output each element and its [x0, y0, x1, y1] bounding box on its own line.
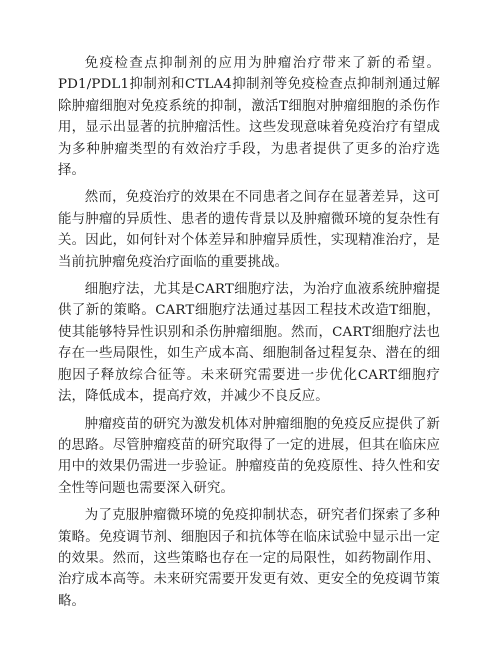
paragraph-checkpoint-inhibitors: 免疫检查点抑制剂的应用为肿瘤治疗带来了新的希望。PD1/PDL1抑制剂和CTLA4抑制剂等免疫检查点抑制剂通过解除肿瘤细胞对免疫系统的抑制，激活T细胞对肿瘤细胞的杀伤作用，显示出显著的抗肿瘤活性。这些发现意味着免疫治疗有望成为多种肿瘤类型的有效治疗手段，为患者提供了更多的治疗选择。 — [58, 56, 440, 179]
paragraph-cart-therapy: 细胞疗法，尤其是CART细胞疗法，为治疗血液系统肿瘤提供了新的策略。CART细胞疗法通过基因工程技术改造T细胞，使其能够特异性识别和杀伤肿瘤细胞。然而，CART细胞疗法也存在一些局限性，如生产成本高、细胞制备过程复杂、潜在的细胞因子释放综合征等。未来研究需要进一步优化CART细胞疗法，降低成本，提高疗效，并减少不良反应。 — [58, 282, 440, 405]
paragraph-individual-differences: 然而，免疫治疗的效果在不同患者之间存在显著差异，这可能与肿瘤的异质性、患者的遗传背景以及肿瘤微环境的复杂性有关。因此，如何针对个体差异和肿瘤异质性，实现精准治疗，是当前抗肿瘤免疫治疗面临的重要挑战。 — [58, 190, 440, 270]
paragraph-microenvironment-strategies: 为了克服肿瘤微环境的免疫抑制状态，研究者们探索了多种策略。免疫调节剂、细胞因子和抗体等在临床试验中显示出一定的效果。然而，这些策略也存在一定的局限性，如药物副作用、治疗成本高等。未来研究需要开发更有效、更安全的免疫调节策略。 — [58, 508, 440, 609]
paragraph-tumor-vaccines: 肿瘤疫苗的研究为激发机体对肿瘤细胞的免疫反应提供了新的思路。尽管肿瘤疫苗的研究取得了一定的进展，但其在临床应用中的效果仍需进一步验证。肿瘤疫苗的免疫原性、持久性和安全性等问题也需要深入研究。 — [58, 416, 440, 496]
document-body — [58, 53, 440, 618]
